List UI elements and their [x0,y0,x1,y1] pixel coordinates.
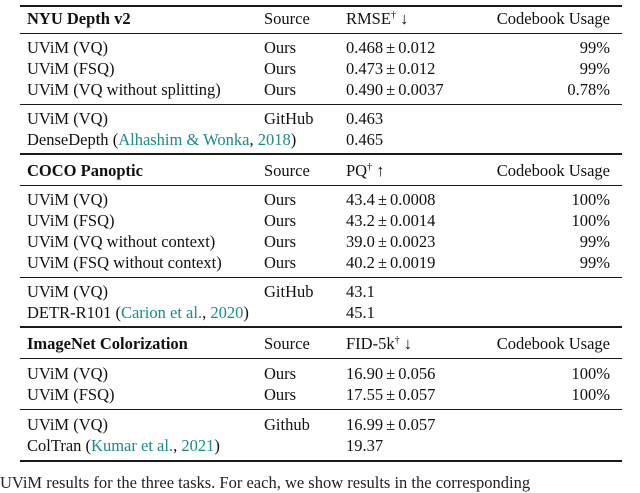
model-name: UViM (FSQ) [27,59,115,78]
section-header-nyu [0,8,640,29]
table-row [0,108,640,129]
model-name: DETR-R101 (Carion et al., 2020) [27,303,249,322]
section-header-coco [0,160,640,181]
table-row [0,414,640,435]
table-row [0,384,640,405]
metric-value: 0.490 ± 0.0037 [346,80,444,99]
usage-cell: 100% [571,211,610,230]
section-title: NYU Depth v2 [27,9,131,28]
top-rule [20,5,622,7]
group-rule [20,104,622,105]
citation-year-link[interactable]: 2021 [181,436,215,455]
metric-value: 0.468 ± 0.012 [346,38,436,57]
metric-value: 45.1 [346,303,375,322]
model-name: UViM (VQ) [27,190,109,209]
table-row [0,363,640,384]
table-row [0,58,640,79]
section-rule [20,153,622,155]
metric-value: 39.0 ± 0.0023 [346,232,436,251]
source-cell: Ours [264,253,297,272]
metric-value: 0.465 [346,130,384,149]
metric-value: 0.473 ± 0.012 [346,59,436,78]
model-name: UViM (VQ) [27,109,109,128]
citation-year-link[interactable]: 2018 [257,130,291,149]
source-header: Source [264,9,310,28]
metric-value: 43.2 ± 0.0014 [346,211,436,230]
section-title: ImageNet Colorization [27,334,188,353]
source-cell: Ours [264,80,297,99]
source-cell: Ours [264,232,297,251]
header-rule [20,33,622,34]
model-name: DenseDepth (Alhashim & Wonka, 2018) [27,130,297,149]
source-header: Source [264,334,310,353]
source-cell: Ours [264,59,297,78]
usage-cell: 99% [579,38,610,57]
model-name: UViM (VQ without splitting) [27,80,221,99]
metric-header: PQ† ↑ [346,161,385,180]
section-title: COCO Panoptic [27,161,143,180]
table-row [0,189,640,210]
usage-header: Codebook Usage [496,9,610,28]
source-cell: GitHub [264,109,314,128]
table-row [0,210,640,231]
citation-link[interactable]: Alhashim & Wonka [118,130,250,149]
citation-link[interactable]: Carion et al. [120,303,203,322]
usage-cell: 99% [579,253,610,272]
metric-value: 40.2 ± 0.0019 [346,253,436,272]
citation-year-link[interactable]: 2020 [210,303,244,322]
model-name: UViM (FSQ) [27,211,115,230]
table-row [0,302,640,323]
usage-header: Codebook Usage [496,161,610,180]
model-name: UViM (VQ) [27,38,109,57]
metric-value: 19.37 [346,436,384,455]
section-header-imagenet [0,333,640,354]
usage-cell: 100% [571,385,610,404]
model-name: UViM (VQ) [27,415,109,434]
metric-value: 43.1 [346,282,375,301]
source-cell: Ours [264,211,297,230]
bottom-rule [20,460,622,462]
metric-value: 17.55 ± 0.057 [346,385,436,404]
source-header: Source [264,161,310,180]
model-name: UViM (VQ) [27,282,109,301]
metric-header: FID-5k† ↓ [346,334,412,353]
source-cell: Ours [264,385,297,404]
metric-value: 16.90 ± 0.056 [346,364,436,383]
metric-value: 16.99 ± 0.057 [346,415,436,434]
model-name: UViM (VQ without context) [27,232,216,251]
usage-cell: 99% [579,59,610,78]
header-rule [20,358,622,359]
table-row [0,435,640,456]
source-cell: Ours [264,190,297,209]
table-row [0,79,640,100]
usage-header: Codebook Usage [496,334,610,353]
table-row [0,129,640,150]
model-name: UViM (FSQ) [27,385,115,404]
model-name: ColTran (Kumar et al., 2021) [27,436,220,455]
usage-cell: 99% [579,232,610,251]
model-name: UViM (VQ) [27,364,109,383]
source-cell: Github [264,415,310,434]
source-cell: Ours [264,38,297,57]
metric-header: RMSE† ↓ [346,9,409,28]
model-name: UViM (FSQ without context) [27,253,222,272]
metric-value: 0.463 [346,109,384,128]
table-row [0,281,640,302]
usage-cell: 100% [571,364,610,383]
source-cell: GitHub [264,282,314,301]
table-row [0,37,640,58]
table-row [0,231,640,252]
metric-value: 43.4 ± 0.0008 [346,190,436,209]
usage-cell: 0.78% [567,80,610,99]
table-row [0,252,640,273]
section-rule [20,326,622,328]
header-rule [20,185,622,186]
source-cell: Ours [264,364,297,383]
usage-cell: 100% [571,190,610,209]
table-caption: UViM results for the three tasks. For each, we show results in the corresponding [0,473,531,492]
group-rule [20,409,622,410]
citation-link[interactable]: Kumar et al. [91,436,174,455]
group-rule [20,277,622,278]
